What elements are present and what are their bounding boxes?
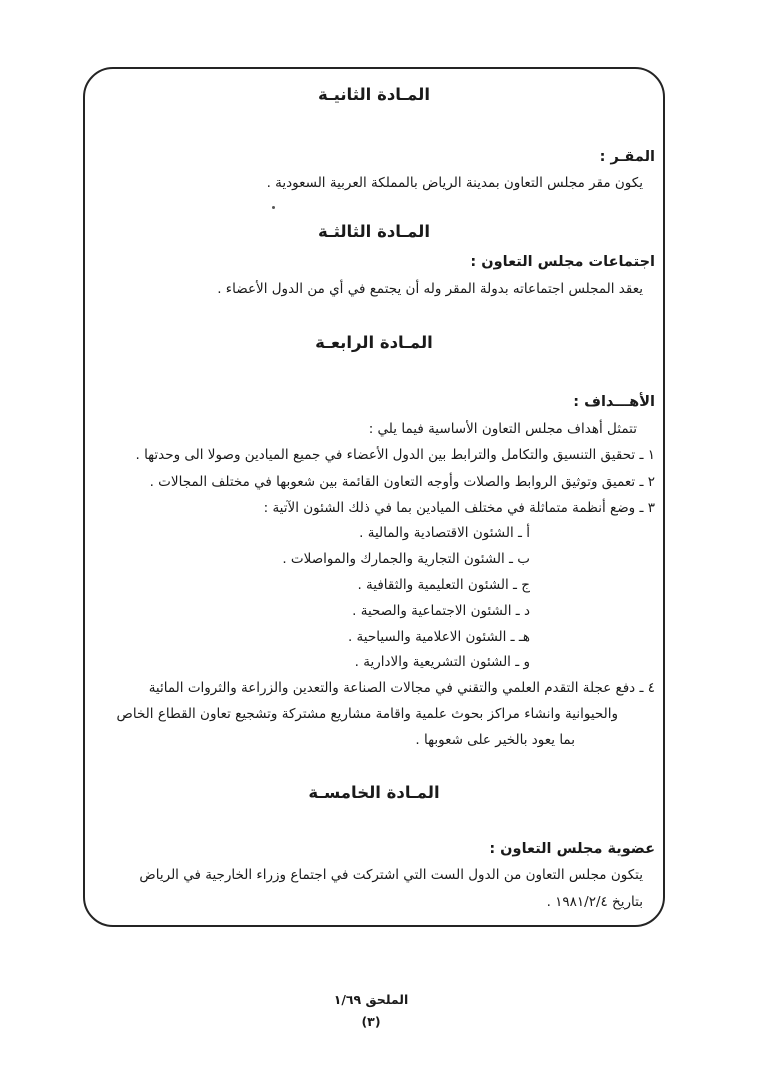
article-five-title: المـادة الخامسـة: [308, 783, 440, 802]
article-three-title: المـادة الثالثـة: [317, 222, 431, 241]
membership-heading: عضوية مجلس التعاون :: [489, 841, 655, 857]
membership-body-line-2: بتاريخ ١٩٨١/٢/٤ .: [546, 894, 643, 910]
page-footer: [0, 989, 750, 1033]
objectives-heading: الأهـــداف :: [573, 394, 655, 410]
objectives-subitem-d: د ـ الشئون الاجتماعية والصحية .: [352, 603, 530, 619]
document-border-frame: [83, 67, 665, 927]
footer-page-number: (٣): [361, 1014, 381, 1029]
article-four-title: المـادة الرابعـة: [315, 333, 433, 352]
objectives-subitem-b: ب ـ الشئون التجارية والجمارك والمواصلات .: [282, 551, 530, 567]
objectives-item-2: ٢ ـ تعميق وتوثيق الروابط والصلات وأوجه التعاون القائمة بين شعوبها في مختلف المجالات .: [149, 474, 655, 490]
objectives-subitem-a: أ ـ الشئون الاقتصادية والمالية .: [359, 525, 530, 541]
objectives-subitem-f: و ـ الشئون التشريعية والادارية .: [354, 654, 530, 670]
objectives-subitem-e: هـ ـ الشئون الاعلامية والسياحية .: [347, 629, 530, 645]
ink-speck: [272, 206, 275, 209]
objectives-subitem-c: ج ـ الشئون التعليمية والثقافية .: [357, 577, 530, 593]
objectives-item-4-line-3: بما يعود بالخير على شعوبها .: [415, 732, 575, 748]
article-two-heading: المقـر :: [599, 149, 655, 165]
footer-appendix-label: الملحق ١/٦٩: [333, 992, 409, 1007]
objectives-item-1: ١ ـ تحقيق التنسيق والتكامل والترابط بين الدول الأعضاء في جميع الميادين وصولا الى وحدتها .: [135, 447, 655, 463]
article-two-title: المـادة الثانيـة: [317, 85, 431, 104]
article-three-body: يعقد المجلس اجتماعاته بدولة المقر وله أن يجتمع في أي من الدول الأعضاء .: [217, 281, 643, 297]
objectives-item-3: ٣ ـ وضع أنظمة متماثلة في مختلف الميادين بما في ذلك الشئون الآتية :: [263, 500, 655, 516]
objectives-intro: تتمثل أهداف مجلس التعاون الأساسية فيما يلي :: [368, 421, 637, 437]
objectives-item-4-line-2: والحيوانية وانشاء مراكز بحوث علمية واقامة مشاريع مشتركة وتشجيع تعاون القطاع الخاص: [116, 706, 618, 722]
article-three-heading: اجتماعات مجلس التعاون :: [470, 254, 655, 270]
article-two-body: يكون مقر مجلس التعاون بمدينة الرياض بالمملكة العربية السعودية .: [266, 175, 643, 191]
membership-body-line-1: يتكون مجلس التعاون من الدول الست التي اشتركت في اجتماع وزراء الخارجية في الرياض: [139, 867, 643, 883]
objectives-item-4-line-1: ٤ ـ دفع عجلة التقدم العلمي والتقني في مجالات الصناعة والتعدين والزراعة والثروات المائية: [148, 680, 655, 696]
